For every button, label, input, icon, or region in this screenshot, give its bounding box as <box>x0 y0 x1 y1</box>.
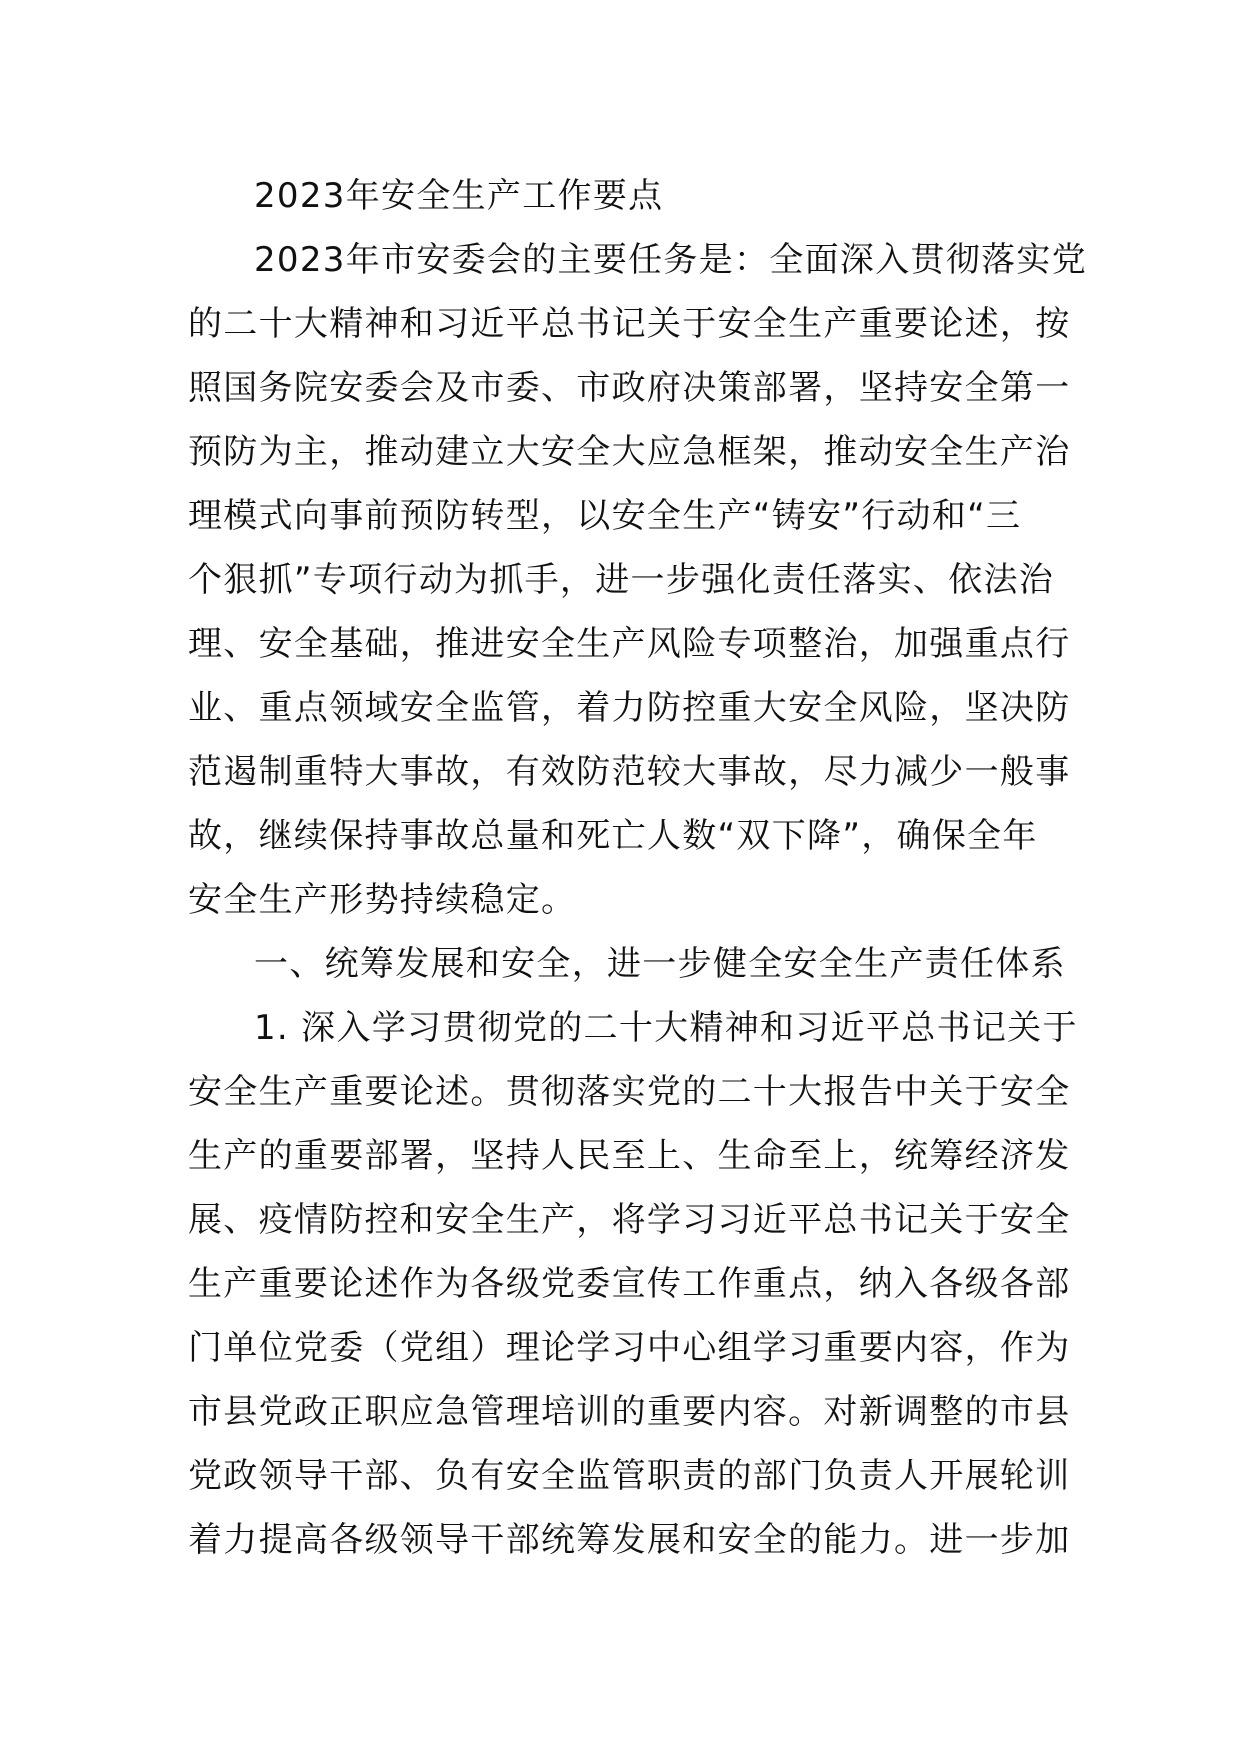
paragraph-line: 展、疫情防控和安全生产，将学习习近平总书记关于安全 <box>188 1200 1071 1240</box>
section-heading: 一、统筹发展和安全，进一步健全安全生产责任体系 <box>254 944 1066 984</box>
paragraph-line: 党政领导干部、负有安全监管职责的部门负责人开展轮训 <box>188 1456 1071 1496</box>
paragraph-line: 生产重要论述作为各级党委宣传工作重点，纳入各级各部 <box>188 1264 1071 1304</box>
paragraph-line: 着力提高各级领导干部统筹发展和安全的能力。进一步加 <box>188 1520 1071 1560</box>
paragraph-line: 预防为主，推动建立大安全大应急框架，推动安全生产治 <box>188 432 1071 472</box>
paragraph-line: 照国务院安委会及市委、市政府决策部署，坚持安全第一 <box>188 368 1071 408</box>
paragraph-line: 理、安全基础，推进安全生产风险专项整治，加强重点行 <box>188 624 1071 664</box>
paragraph-line: 2023年市安委会的主要任务是：全面深入贯彻落实党 <box>254 240 1088 280</box>
paragraph-line: 生产的重要部署，坚持人民至上、生命至上，统筹经济发 <box>188 1136 1071 1176</box>
paragraph-line: 市县党政正职应急管理培训的重要内容。对新调整的市县 <box>188 1392 1071 1432</box>
paragraph-line: 故，继续保持事故总量和死亡人数“双下降”，确保全年 <box>188 816 1038 856</box>
paragraph-line: 个狠抓”专项行动为抓手，进一步强化责任落实、依法治 <box>188 560 1055 600</box>
paragraph-line: 理模式向事前预防转型，以安全生产“铸安”行动和“三 <box>188 496 1022 536</box>
paragraph-line: 安全生产形势持续稳定。 <box>188 880 577 920</box>
paragraph-line: 业、重点领域安全监管，着力防控重大安全风险，坚决防 <box>188 688 1071 728</box>
paragraph-line: 的二十大精神和习近平总书记关于安全生产重要论述，按 <box>188 304 1071 344</box>
paragraph-line: 门单位党委（党组）理论学习中心组学习重要内容，作为 <box>188 1328 1071 1368</box>
document-title: 2023年安全生产工作要点 <box>254 176 664 216</box>
paragraph-line: 1. 深入学习贯彻党的二十大精神和习近平总书记关于 <box>254 1008 1078 1048</box>
paragraph-line: 安全生产重要论述。贯彻落实党的二十大报告中关于安全 <box>188 1072 1071 1112</box>
paragraph-line: 范遏制重特大事故，有效防范较大事故，尽力减少一般事 <box>188 752 1071 792</box>
